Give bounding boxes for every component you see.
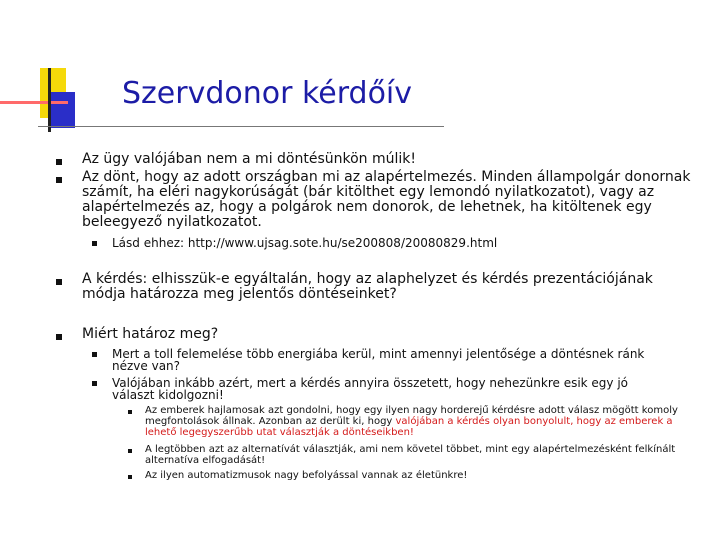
bullet-text: A kérdés: elhisszük-e egyáltalán, hogy az alaphelyzet és kérdés prezentációjának módja határozza meg jelentős döntéseinket? xyxy=(82,271,653,302)
bullet-text: Az ügy valójában nem a mi döntésünkön múlik! xyxy=(82,151,417,167)
bullet-text: Az dönt, hogy az adott országban mi az alapértelmezés. Minden állampolgár donornak számít, ha eléri nagykorúságát (bár kitölthet egy lemondó nyilatkozatot), vagy az alapértelmezés az, hogy a polgárok nem donorok, de lehetnek, ha kitöltenek egy beleegyező nyilatkozatot. xyxy=(82,169,691,230)
bullet-marker xyxy=(128,475,132,479)
bullet-marker xyxy=(128,449,132,453)
decor-vertical-line xyxy=(48,68,51,132)
bullet-text: Valójában inkább azért, mert a kérdés annyira összetett, hogy nehezünkre esik egy jó választ kidolgozni! xyxy=(112,376,629,402)
bullet-marker xyxy=(56,334,62,340)
bullet-marker xyxy=(92,381,97,386)
bullet-text-part: Az emberek hajlamosak azt gondolni, hogy egy ilyen nagy horderejű kérdésre adott válasz mögött komoly megfontolások állnak. Azonban az derült ki, hogy xyxy=(145,405,678,427)
decor-blue-block xyxy=(50,92,75,128)
decor-red-line xyxy=(0,101,68,104)
bullet-text: Miért határoz meg? xyxy=(82,326,219,342)
bullet-marker xyxy=(56,177,62,183)
title-underline xyxy=(38,126,444,127)
bullet-marker xyxy=(56,159,62,165)
bullet-marker xyxy=(56,279,62,285)
bullet-marker xyxy=(128,410,132,414)
bullet-marker xyxy=(92,352,97,357)
bullet-marker xyxy=(92,241,97,246)
bullet-text xyxy=(145,405,690,438)
bullet-text: Lásd ehhez: http://www.ujsag.sote.hu/se200808/20080829.html xyxy=(112,236,498,250)
highlighted-text: valójában a kérdés olyan bonyolult, hogy az emberek a lehető legegyszerűbb utat választják a döntéseikben! xyxy=(145,416,673,438)
bullet-text: A legtöbben azt az alternatívát választják, ami nem követel többet, mint egy alapértelmezésként felkínált alternatíva elfogadását! xyxy=(145,444,676,466)
bullet-text: Mert a toll felemelése több energiába kerül, mint amennyi jelentősége a döntésnek ránk nézve van? xyxy=(112,347,645,373)
bullet-text: Az ilyen automatizmusok nagy befolyással vannak az életünkre! xyxy=(145,470,468,481)
slide-title: Szervdonor kérdőív xyxy=(122,76,413,111)
